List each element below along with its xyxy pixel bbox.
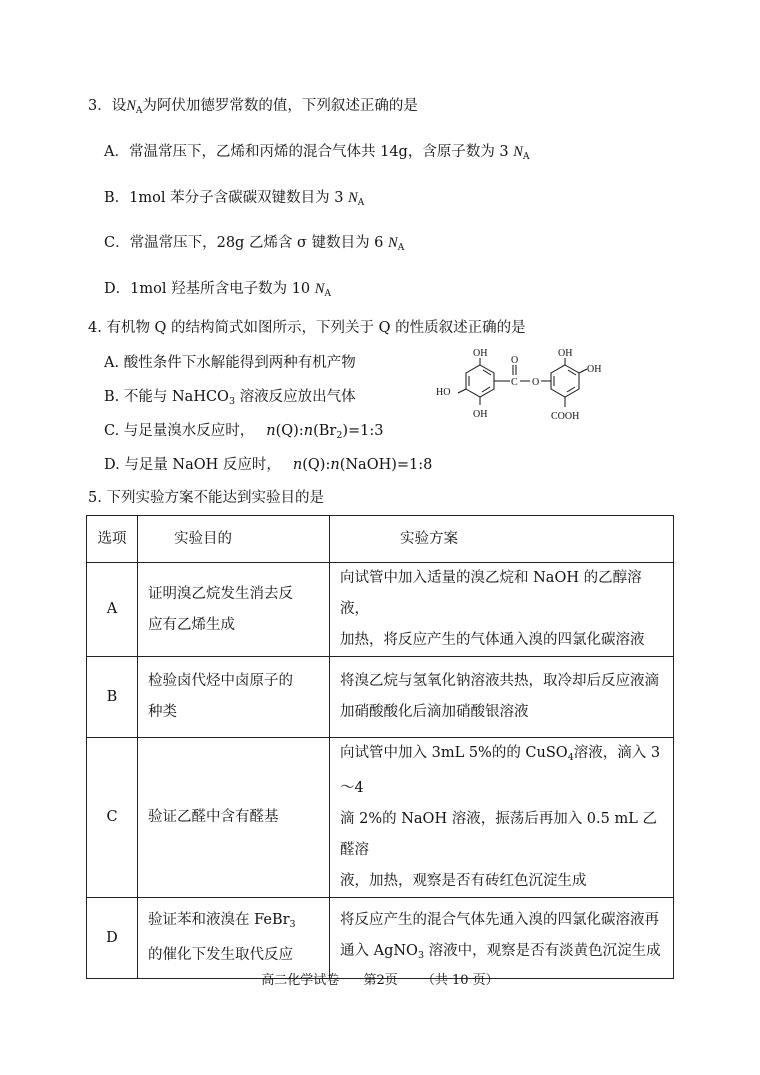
row-b-purpose: 检验卤代烃中卤原子的 种类 [138, 657, 330, 738]
row-c-label: C [87, 738, 138, 898]
q4-option-c[interactable]: C. 与足量溴水反应时， $n(Q):n(Br_2)=1:3$ [104, 423, 384, 441]
page-footer [0, 969, 760, 988]
cooh-label: COOH [551, 411, 580, 422]
row-a-purpose: 证明溴乙烷发生消去反 应有乙烯生成 [138, 563, 330, 657]
structure-q-diagram [425, 345, 625, 433]
table-row-c [87, 738, 674, 898]
q4-stem: 4. 有机物 Q 的结构简式如图所示，下列关于 Q 的性质叙述正确的是 [88, 320, 526, 336]
row-d-label: D [87, 898, 138, 979]
oh-top-left-label: OH [473, 348, 488, 359]
q4-option-b[interactable]: B. 不能与 NaHCO$_3$ 溶液反应放出气体 [104, 389, 356, 407]
header-option: 选项 [87, 516, 138, 563]
oh-right-label: OH [587, 364, 602, 375]
q4-option-d[interactable]: D. 与足量 NaOH 反应时， n(Q):n(NaOH)=1:8 [104, 457, 433, 473]
table-row-a [87, 563, 674, 657]
header-plan: 实验方案 [330, 516, 674, 563]
right-benzene-ring [551, 358, 587, 407]
q3-option-b[interactable]: B．1mol 苯分子含碳碳双键数目为 3 $N_A$ [104, 190, 365, 208]
footer-title: 高二化学试卷 [261, 973, 340, 988]
row-a-label: A [87, 563, 138, 657]
carbonyl-c-label: C [511, 377, 518, 388]
q4-option-a[interactable]: A. 酸性条件下水解能得到两种有机产物 [104, 355, 356, 371]
oh-top-right-label: OH [558, 348, 573, 359]
ester-o-label: O [532, 377, 540, 388]
header-purpose: 实验目的 [138, 516, 330, 563]
left-benzene-ring [458, 358, 510, 405]
q3-option-a[interactable]: A．常温常压下，乙烯和丙烯的混合气体共 14g，含原子数为 3 $N_A$ [104, 144, 530, 162]
row-b-label: B [87, 657, 138, 738]
row-b-plan: 将溴乙烷与氢氧化钠溶液共热，取冷却后反应液滴 加硝酸酸化后滴加硝酸银溶液 [330, 657, 674, 738]
row-d-purpose: 验证苯和液溴在 FeBr$_3$ 的催化下发生取代反应 [138, 898, 330, 979]
row-c-purpose: 验证乙醛中含有醛基 [138, 738, 330, 898]
table-row-b [87, 657, 674, 738]
footer-total: （共 10 页） [421, 973, 499, 988]
q3-option-d[interactable]: D．1mol 羟基所含电子数为 10 $N_A$ [104, 281, 331, 299]
footer-page: 第2页 [363, 973, 398, 988]
table-header-row [87, 516, 674, 563]
carbonyl-o-label: O [511, 355, 519, 366]
q5-stem: 5. 下列实验方案不能达到实验目的是 [88, 490, 324, 506]
row-a-plan: 向试管中加入适量的溴乙烷和 NaOH 的乙醇溶液， 加热，将反应产生的气体通入溴的四氯化碳溶液 [330, 563, 674, 657]
q3-stem: 3．设$N_A$为阿伏加德罗常数的值，下列叙述正确的是 [88, 98, 418, 116]
experiment-table [86, 515, 674, 979]
row-c-plan: 向试管中加入 3mL 5%的的 CuSO$_4$溶液，滴入 3～4 滴 2%的 NaOH 溶液，振荡后再加入 0.5 mL 乙醛溶 液，加热，观察是否有砖红色沉淀生成 [330, 738, 674, 898]
row-d-plan: 将反应产生的混合气体先通入溴的四氯化碳溶液再 通入 AgNO$_3$ 溶液中，观察是否有淡黄色沉淀生成 [330, 898, 674, 979]
ho-left-label: HO [436, 387, 451, 398]
q3-option-c[interactable]: C．常温常压下，28g 乙烯含 σ 键数目为 6 $N_A$ [104, 235, 405, 253]
table-row-d [87, 898, 674, 979]
oh-bottom-left-label: OH [473, 409, 488, 420]
